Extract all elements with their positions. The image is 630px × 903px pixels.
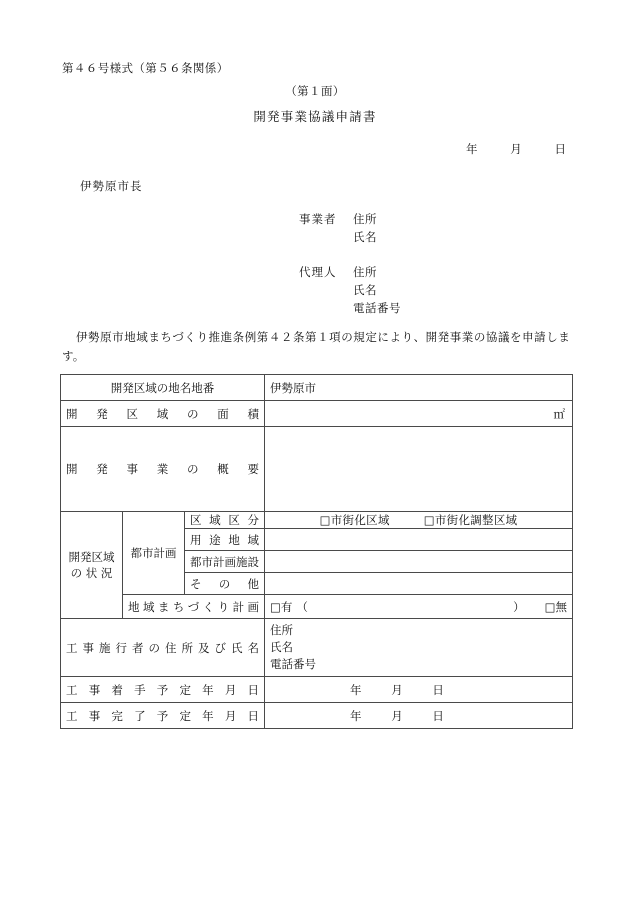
paren-open: （ (296, 599, 308, 614)
end-date-ymd (350, 708, 446, 724)
agent-address-row (299, 263, 401, 281)
start-date-year: 年 (350, 682, 362, 697)
header-date-year: 年 (466, 142, 478, 156)
zone-checkbox-group (270, 512, 567, 528)
status-label: 開発区域 の 状 況 (61, 512, 123, 619)
checkbox-machizukuri-yes[interactable]: □有 (270, 599, 293, 614)
use-district-value[interactable] (265, 529, 573, 551)
start-date-label: 工事着手予定年月日 (61, 677, 265, 703)
agent-phone-row (299, 299, 401, 317)
agent-role-label: 代理人 (299, 265, 337, 279)
city-plan-label: 都市計画 (123, 512, 185, 595)
use-district-label: 用途地域 (185, 529, 265, 551)
table-row-area (61, 401, 573, 427)
machizukuri-options (270, 599, 567, 615)
applicant-name-label: 氏名 (353, 230, 377, 244)
builder-phone-label: 電話番号 (270, 657, 317, 671)
zone-division-value[interactable] (265, 512, 573, 529)
checkbox-machizukuri-no[interactable]: □無 (544, 599, 568, 614)
table-row-outline (61, 427, 573, 512)
header-date-line (466, 141, 566, 157)
table-row-start-date (61, 677, 573, 703)
checkbox-urbanization-area[interactable] (320, 513, 390, 527)
paren-close: ） (513, 599, 525, 614)
agent-name-row (299, 281, 401, 299)
location-value[interactable]: 伊勢原市 (265, 375, 573, 401)
checkbox-urbanization-control-area[interactable] (424, 513, 518, 527)
agent-name-label: 氏名 (353, 283, 377, 297)
addressee: 伊勢原市長 (80, 179, 143, 193)
table-row-zone-division (61, 512, 573, 529)
applicant-block (299, 210, 377, 246)
table-row-end-date (61, 703, 573, 729)
machizukuri-label: 地域まちづくり計画 (123, 595, 265, 619)
applicant-name-row (299, 228, 377, 246)
end-date-day: 日 (432, 708, 444, 723)
end-date-value[interactable] (265, 703, 573, 729)
outline-value[interactable] (265, 427, 573, 512)
table-row-location (61, 375, 573, 401)
applicant-role-label: 事業者 (299, 212, 337, 226)
other-label: その他 (185, 573, 265, 595)
applicant-address-row (299, 210, 377, 228)
form-number: 第４６号様式（第５６条関係） (62, 61, 229, 75)
area-value[interactable] (265, 401, 573, 427)
machizukuri-value[interactable] (265, 595, 573, 619)
page-title: 開発事業協議申請書 (253, 109, 377, 124)
agent-block (299, 263, 401, 317)
applicant-role-spacer (299, 228, 353, 246)
location-label: 開発区域の地名地番 (61, 375, 265, 401)
builder-address-label: 住所 (270, 623, 294, 637)
zone-division-label: 区域区分 (185, 512, 265, 529)
agent-address-label: 住所 (353, 265, 377, 279)
city-facility-label: 都市計画施設 (185, 551, 265, 573)
header-date-day: 日 (554, 142, 566, 156)
city-facility-value[interactable] (265, 551, 573, 573)
outline-label: 開発事業の概要 (61, 427, 265, 512)
agent-role-spacer-2 (299, 299, 353, 317)
area-unit: ㎡ (553, 406, 566, 421)
start-date-day: 日 (432, 682, 444, 697)
agent-role-spacer (299, 281, 353, 299)
end-date-month: 月 (391, 708, 403, 723)
other-value[interactable] (265, 573, 573, 595)
table-row-machizukuri (61, 595, 573, 619)
end-date-year: 年 (350, 708, 362, 723)
builder-value[interactable] (265, 619, 573, 677)
checkbox-box: □ (423, 513, 435, 527)
builder-label: 工事施行者の住所及び氏名 (61, 619, 265, 677)
agent-phone-label: 電話番号 (353, 301, 401, 315)
builder-name-label: 氏名 (270, 640, 294, 654)
checkbox-box: □ (319, 513, 331, 527)
applicant-address-label: 住所 (353, 212, 377, 226)
body-paragraph: 伊勢原市地域まちづくり推進条例第４２条第１項の規定により、開発事業の協議を申請します。 (62, 330, 570, 363)
start-date-month: 月 (391, 682, 403, 697)
checkbox-label: 市街化調整区域 (434, 513, 518, 527)
start-date-value[interactable] (265, 677, 573, 703)
face-label: （第１面） (285, 84, 345, 98)
checkbox-label: 市街化区域 (330, 513, 390, 527)
table-row-builder (61, 619, 573, 677)
start-date-ymd (350, 682, 446, 698)
header-date-month: 月 (510, 142, 522, 156)
end-date-label: 工事完了予定年月日 (61, 703, 265, 729)
application-table (60, 374, 573, 729)
area-label: 開発区域の面積 (61, 401, 265, 427)
